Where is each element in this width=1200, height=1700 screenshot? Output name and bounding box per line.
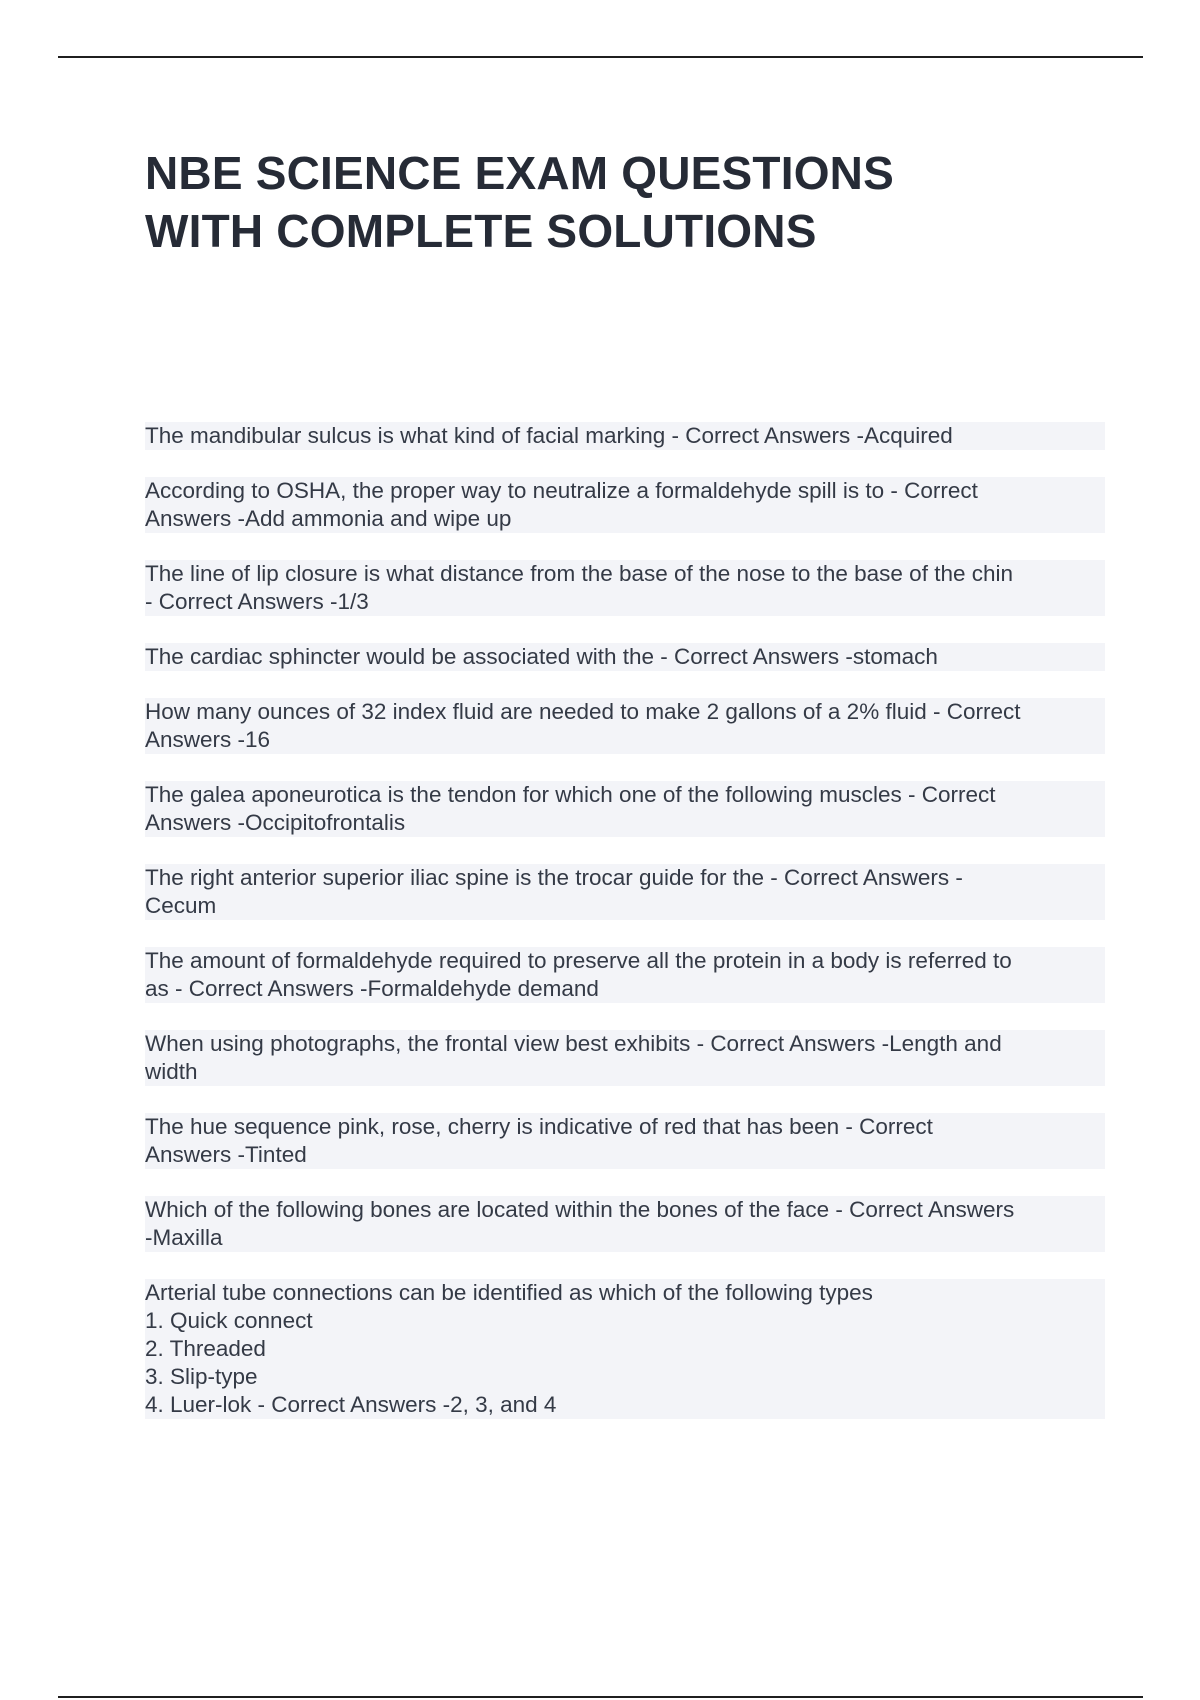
top-rule	[58, 56, 1143, 58]
qa-text: The amount of formaldehyde required to preserve all the protein in a body is referred to	[145, 948, 1012, 973]
qa-text: Arterial tube connections can be identified as which of the following types	[145, 1280, 873, 1305]
qa-text: The line of lip closure is what distance from the base of the nose to the base of the chin	[145, 561, 1014, 586]
qa-item	[145, 477, 1105, 533]
qa-text: 2. Threaded	[145, 1336, 266, 1361]
qa-line	[145, 477, 1105, 505]
qa-line	[145, 864, 1105, 892]
qa-line	[145, 1224, 1105, 1252]
qa-item	[145, 422, 1105, 450]
qa-text: According to OSHA, the proper way to neutralize a formaldehyde spill is to - Correct	[145, 478, 978, 503]
document-title	[145, 144, 1095, 260]
qa-text: - Correct Answers -1/3	[145, 589, 369, 614]
qa-item	[145, 1030, 1105, 1086]
qa-text: -Maxilla	[145, 1225, 223, 1250]
qa-text: 3. Slip-type	[145, 1364, 258, 1389]
qa-line	[145, 1113, 1105, 1141]
qa-text: Which of the following bones are located within the bones of the face - Correct Answers	[145, 1197, 1015, 1222]
qa-line	[145, 1335, 1105, 1363]
qa-line	[145, 1391, 1105, 1419]
qa-item	[145, 781, 1105, 837]
qa-text: How many ounces of 32 index fluid are needed to make 2 gallons of a 2% fluid - Correct	[145, 699, 1021, 724]
bottom-rule	[58, 1696, 1143, 1698]
qa-line	[145, 1363, 1105, 1391]
title-line-2: WITH COMPLETE SOLUTIONS	[145, 205, 817, 257]
qa-item	[145, 1196, 1105, 1252]
qa-text: Answers -16	[145, 727, 271, 752]
qa-text: Answers -Occipitofrontalis	[145, 810, 406, 835]
question-answer-list	[145, 422, 1105, 1446]
qa-line	[145, 1307, 1105, 1335]
qa-text: The cardiac sphincter would be associated with the - Correct Answers -stomach	[145, 644, 938, 669]
qa-line	[145, 1196, 1105, 1224]
qa-line	[145, 975, 1105, 1003]
qa-line	[145, 505, 1105, 533]
qa-line	[145, 1141, 1105, 1169]
qa-text: The galea aponeurotica is the tendon for which one of the following muscles - Correct	[145, 782, 996, 807]
qa-line	[145, 947, 1105, 975]
qa-line	[145, 643, 1105, 671]
qa-text: The mandibular sulcus is what kind of facial marking - Correct Answers -Acquired	[145, 423, 953, 448]
qa-line	[145, 560, 1105, 588]
qa-line	[145, 1058, 1105, 1086]
qa-line	[145, 698, 1105, 726]
qa-line	[145, 422, 1105, 450]
qa-text: Answers -Add ammonia and wipe up	[145, 506, 512, 531]
qa-item	[145, 560, 1105, 616]
qa-line	[145, 809, 1105, 837]
qa-text: When using photographs, the frontal view best exhibits - Correct Answers -Length and	[145, 1031, 1002, 1056]
qa-line	[145, 588, 1105, 616]
qa-line	[145, 781, 1105, 809]
qa-text: Cecum	[145, 893, 217, 918]
qa-text: The right anterior superior iliac spine is the trocar guide for the - Correct Answers -	[145, 865, 963, 890]
qa-line	[145, 726, 1105, 754]
qa-item	[145, 1113, 1105, 1169]
qa-text: 1. Quick connect	[145, 1308, 313, 1333]
qa-item	[145, 947, 1105, 1003]
qa-item	[145, 643, 1105, 671]
qa-line	[145, 892, 1105, 920]
qa-item	[145, 1279, 1105, 1419]
qa-item	[145, 698, 1105, 754]
title-line-1: NBE SCIENCE EXAM QUESTIONS	[145, 147, 894, 199]
qa-text: width	[145, 1059, 198, 1084]
qa-line	[145, 1279, 1105, 1307]
qa-text: Answers -Tinted	[145, 1142, 307, 1167]
qa-text: as - Correct Answers -Formaldehyde demand	[145, 976, 599, 1001]
qa-text: The hue sequence pink, rose, cherry is indicative of red that has been - Correct	[145, 1114, 933, 1139]
qa-item	[145, 864, 1105, 920]
qa-text: 4. Luer-lok - Correct Answers -2, 3, and 4	[145, 1392, 557, 1417]
qa-line	[145, 1030, 1105, 1058]
